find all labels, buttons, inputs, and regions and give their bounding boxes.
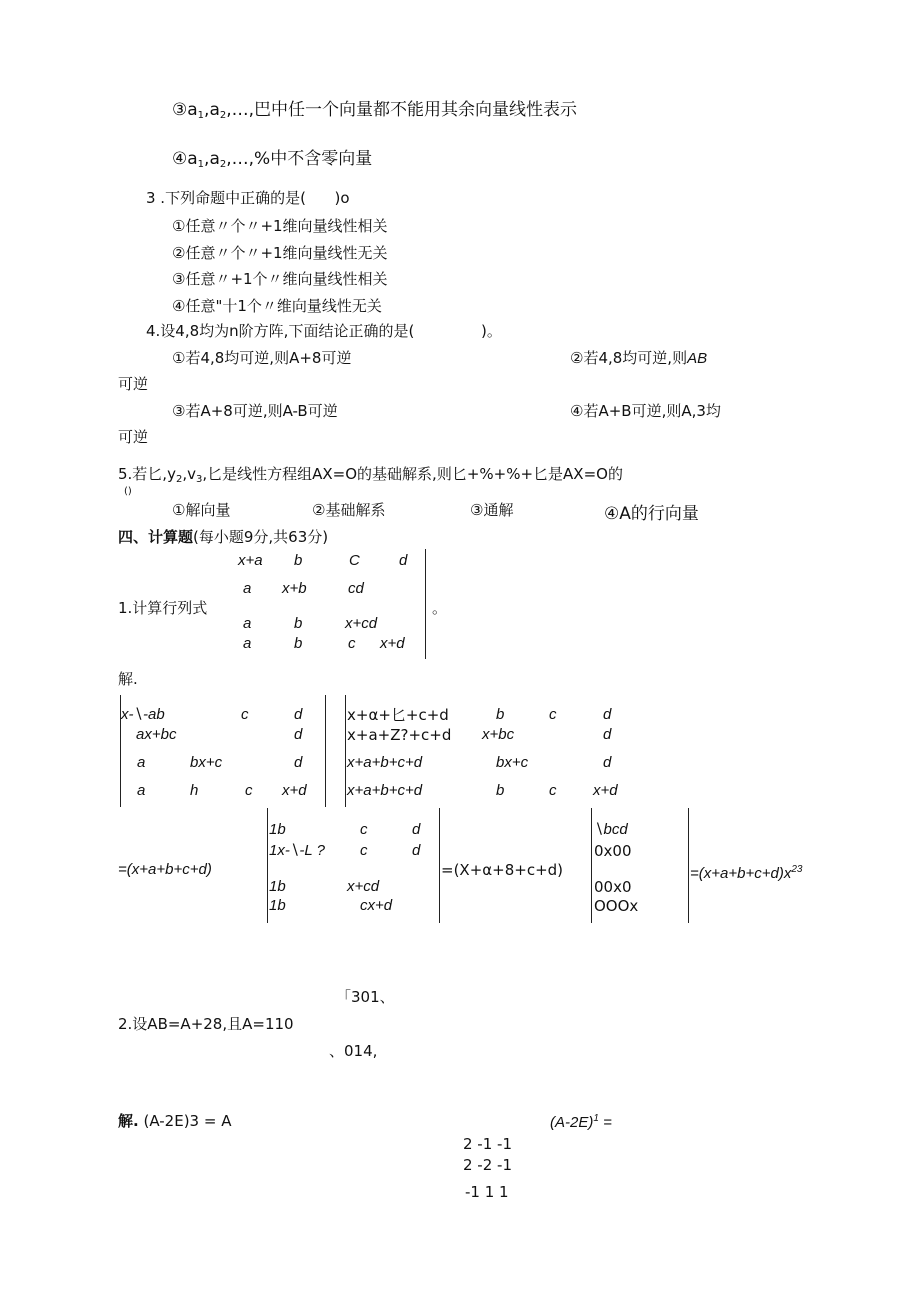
q4-option-a: ①若4,8均可逆,则A+8可逆	[172, 349, 352, 367]
q4-option-b: ②若4,8均可逆,则AB	[570, 349, 708, 367]
inverse-label: $(A-2E)^1$ =	[550, 1113, 612, 1131]
q5-option-d: ④A的行向量	[604, 504, 699, 524]
det5-right-bar	[688, 808, 689, 923]
q4-option-d: ④若A+B可逆,则A,3均	[570, 402, 721, 420]
q3-title: 3 .下列命题中正确的是( )o	[146, 189, 350, 207]
q3-option-c: ③任意〃+1个〃维向量线性相关	[172, 270, 388, 288]
q5-paren: ()	[124, 486, 132, 497]
q4-option-d-cont: 可逆	[118, 428, 149, 446]
solution-label: 解.	[118, 670, 138, 688]
equals-3: $=(x+a+b+c+d)x^{23}$	[690, 864, 803, 882]
det4-right-bar	[439, 808, 440, 923]
det5-left-bar	[591, 808, 592, 923]
q3-option-a: ①任意〃个〃+1维向量线性相关	[172, 217, 388, 235]
calc1-end: 。	[432, 599, 448, 617]
det4-left-bar	[267, 808, 268, 923]
equals-2: =(X+α+8+c+d)	[441, 861, 564, 879]
q4-option-c: ③若A+8可逆,则A-B可逆	[172, 402, 338, 420]
calc2-label: 2.设AB=A+28,且A=110	[118, 1015, 294, 1033]
q5-title: 5.若匕$,y_2,v_3$,匕是线性方程组AX=O的基础解系,则匕+%+%+匕是AX=O的	[118, 465, 623, 485]
section-heading: 四、计算题(每小题9分,共63分)	[118, 528, 329, 546]
q5-option-b: ②基础解系	[312, 501, 386, 519]
q5-option-a: ①解向量	[172, 501, 231, 519]
det1-right-bar	[425, 549, 426, 659]
equals-1: =(x+a+b+c+d)	[118, 861, 212, 878]
matrix-a-bottom: 、014,	[329, 1042, 378, 1060]
matrix-a-top: 「301、	[336, 988, 395, 1006]
q4-option-b-cont: 可逆	[118, 375, 149, 393]
q5-option-c: ③通解	[470, 501, 514, 519]
option-4: $④a_1,a_2,\dots,\%$中不含零向量	[172, 149, 373, 170]
det3-left-bar	[345, 695, 346, 807]
calc2-solution: 解. (A-2E)3 = A	[118, 1112, 232, 1130]
det2-right-bar	[325, 695, 326, 807]
option-3: $③a_1,a_2,\dots$,巴中任一个向量都不能用其余向量线性表示	[172, 100, 578, 121]
q3-option-b: ②任意〃个〃+1维向量线性无关	[172, 244, 388, 262]
calc1-label: 1.计算行列式	[118, 599, 208, 617]
q4-title: 4.设4,8均为n阶方阵,下面结论正确的是( )。	[146, 322, 502, 340]
q3-option-d: ④任意"十1个〃维向量线性无关	[172, 297, 382, 315]
